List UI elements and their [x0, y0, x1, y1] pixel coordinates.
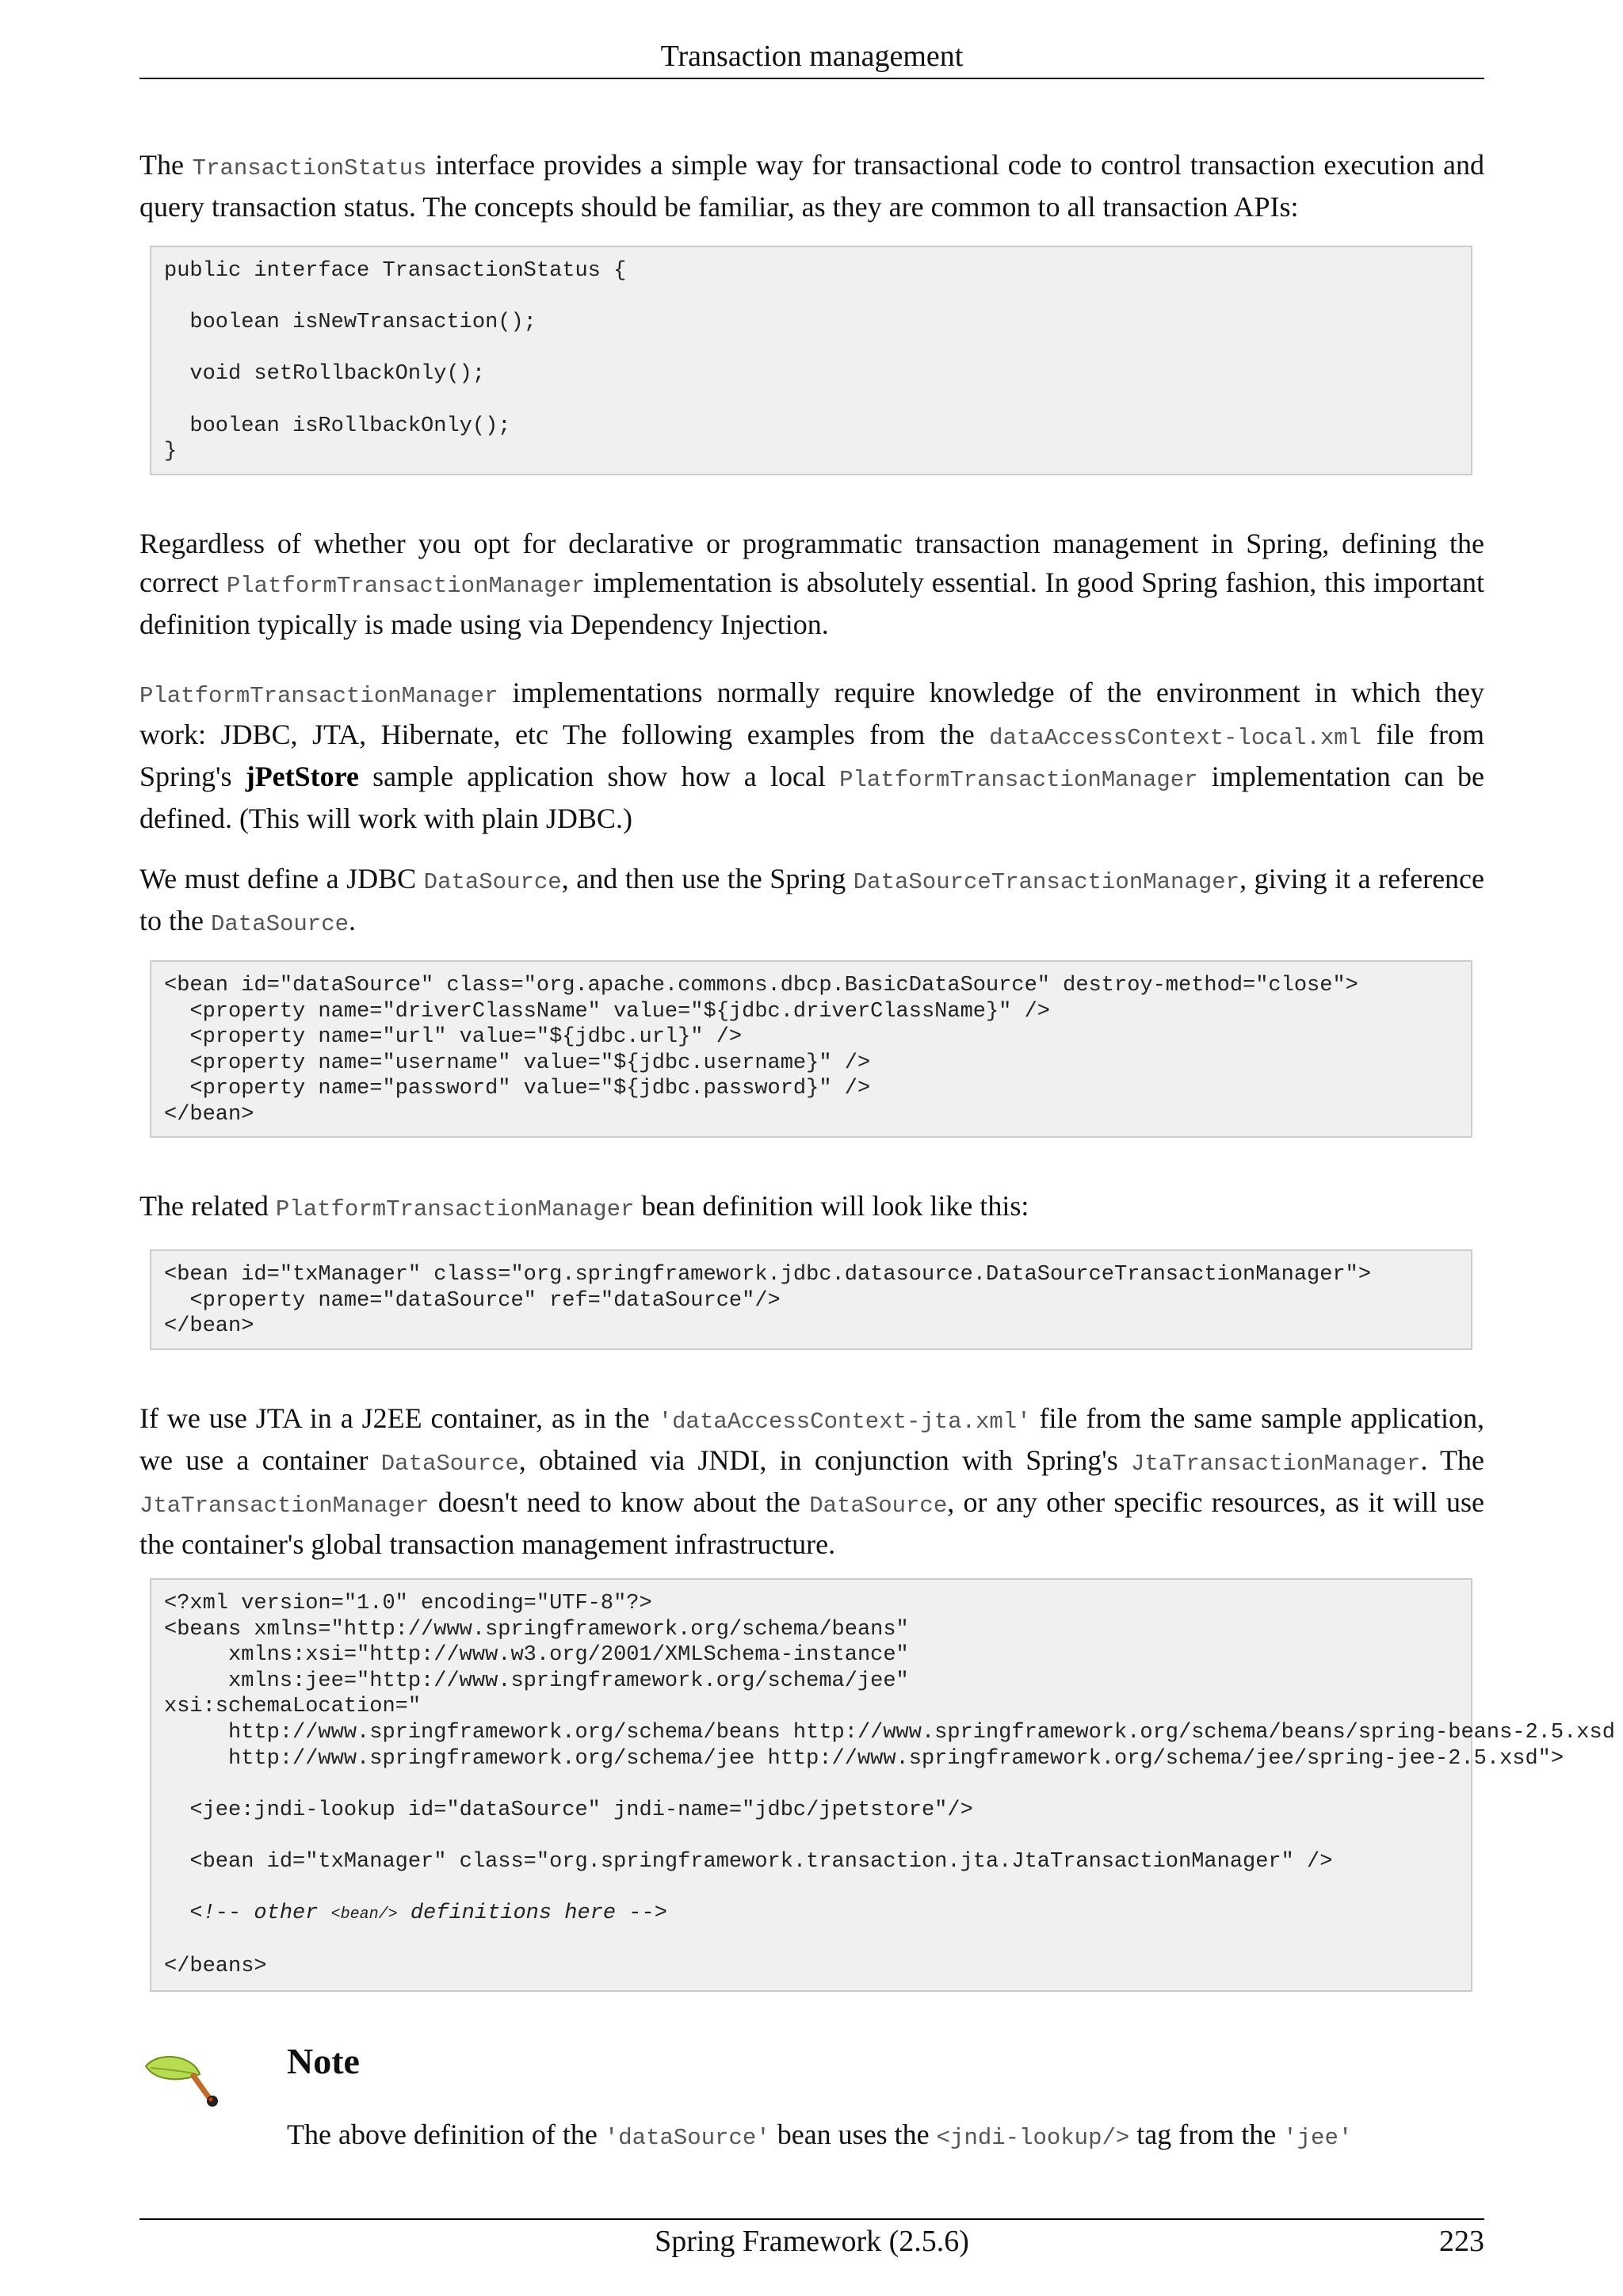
note-text: The above definition of the 'dataSource' bean uses the <jndi-lookup/> tag from the 'jee' — [287, 2119, 1353, 2151]
inline-code: DataSource — [380, 1451, 519, 1477]
code-comment: <!-- other <bean/> definitions here --> — [189, 1901, 667, 1926]
paragraph-platform-manager: Regardless of whether you opt for declarative or programmatic transaction management in Spring, defining the correct PlatformTransactionManager implementation is absolutely essential. In good Spring fashion, this important definition typically is made using via Dependency Injection. — [139, 528, 1484, 640]
paragraph-related-bean: The related PlatformTransactionManager bean definition will look like this: — [139, 1190, 1029, 1222]
paragraph-jta: If we use JTA in a J2EE container, as in the 'dataAccessContext-jta.xml' file from the same sample application, we use a container DataSource, obtained via JNDI, in conjunction with Spring's JtaTransactionManager. The JtaTransactionManager doesn't need to know about the DataSource, or any other specific resources, as it will use the container's global transaction management infrastructure. — [139, 1402, 1485, 1560]
inline-code: TransactionStatus — [192, 155, 427, 181]
inline-code: 'dataSource' — [604, 2125, 770, 2151]
inline-code: DataSource — [210, 911, 349, 937]
inline-code: DataSource — [809, 1493, 948, 1519]
inline-code: <jndi-lookup/> — [936, 2125, 1130, 2151]
paragraph-implementations: PlatformTransactionManager implementations normally require knowledge of the environment in which they work: JDBC, JTA, Hibernate, etc The following examples from the dataAccessContext-local.xml file from Spring's jPetStore sample application show how a local PlatformTransactionManager implementation can be defined. (This will work with plain JDBC.) — [139, 677, 1485, 834]
paragraph-transaction-status: The TransactionStatus interface provides a simple way for transactional code to control transaction execution and query transaction status. The concepts should be familiar, as they are common to all transaction APIs: — [139, 149, 1485, 223]
page-number: 223 — [1439, 2225, 1484, 2258]
code-block-jta-config: <?xml version="1.0" encoding="UTF-8"?> <beans xmlns="http://www.springframework.org/schema/beans" xmlns:xsi="http://www.w3.org/2001/XMLSchema-instance" xmlns:jee="http://www.springframework.org/schema/jee" xsi:schemaLocation=" http://www.springframework.org/schema/beans http://www.springframework.org/schema/beans/spring-beans-2.5.xsd http://www.springframework.org/schema/jee http://www.springframework.org/schema/jee/spring-jee-2.5.xsd"> <jee:jndi-lookup id="dataSource" jndi-name="jdbc/jpetstore"/> <bean id="txManager" class="org.springframework.transaction.jta.JtaTransactionManager" /> <!-- other <bean/> definitions here --> </beans> — [150, 1578, 1472, 1992]
inline-code: PlatformTransactionManager — [139, 683, 498, 709]
inline-code: DataSource — [423, 869, 562, 895]
inline-code: JtaTransactionManager — [1130, 1451, 1421, 1477]
note-title: Note — [287, 2041, 360, 2081]
inline-code: PlatformTransactionManager — [839, 767, 1198, 793]
inline-code: 'dataAccessContext-jta.xml' — [658, 1409, 1031, 1435]
note-leaf-icon — [141, 2049, 223, 2112]
bold-text: jPetStore — [245, 761, 359, 792]
inline-code: PlatformTransactionManager — [275, 1196, 635, 1222]
inline-code: JtaTransactionManager — [139, 1493, 430, 1519]
inline-code: DataSourceTransactionManager — [853, 869, 1240, 895]
code-block-datasource-bean: <bean id="dataSource" class="org.apache.commons.dbcp.BasicDataSource" destroy-method="close"> <property name="driverClassName" value="${jdbc.driverClassName}" /> <property name="url" value="${jdbc.url}" /> <property name="username" value="${jdbc.username}" /> <property name="password" value="${jdbc.password}" /> </bean> — [150, 960, 1472, 1138]
inline-code: 'jee' — [1283, 2125, 1353, 2151]
code-block-txmanager-bean: <bean id="txManager" class="org.springframework.jdbc.datasource.DataSourceTransactionManager"> <property name="dataSource" ref="dataSource"/> </bean> — [150, 1249, 1472, 1350]
code-block-transaction-status: public interface TransactionStatus { boolean isNewTransaction(); void setRollbackOnly(); boolean isRollbackOnly(); } — [150, 246, 1472, 475]
inline-code: PlatformTransactionManager — [226, 573, 586, 599]
footer-title: Spring Framework (2.5.6) — [655, 2225, 969, 2258]
inline-code: dataAccessContext-local.xml — [989, 725, 1362, 751]
page-header: Transaction management — [139, 35, 1484, 79]
paragraph-jdbc-datasource: We must define a JDBC DataSource, and then use the Spring DataSourceTransactionManager, giving it a reference to the DataSource. — [139, 863, 1484, 937]
